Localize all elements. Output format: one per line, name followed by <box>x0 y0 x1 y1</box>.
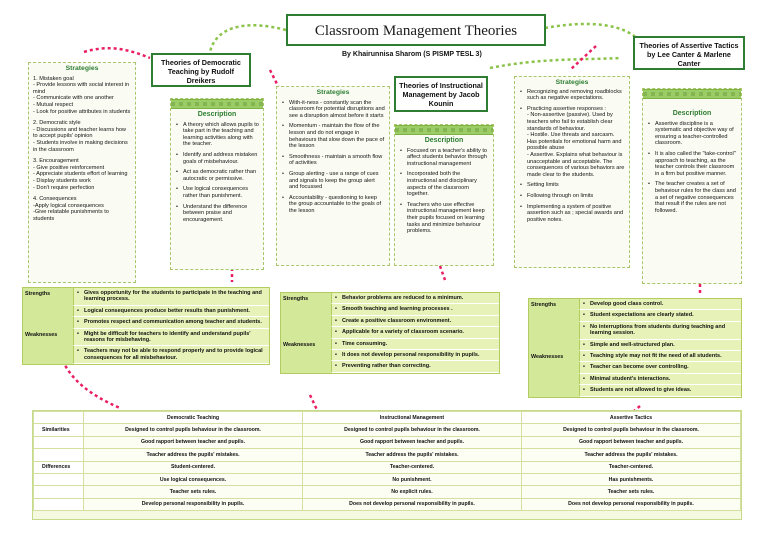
description-item: • Identify and address mistaken goals of misbehaviour. <box>175 152 259 165</box>
table-row <box>34 498 741 510</box>
weakness-item: • Preventing rather than correcting. <box>331 361 499 372</box>
main-title-box <box>286 14 546 46</box>
table-cell: Teacher-centered. <box>522 461 741 473</box>
democratic-description-title: Description <box>197 111 237 118</box>
connector-title-to-democratic <box>210 25 286 52</box>
table-row-label <box>34 473 84 485</box>
instructional-strengths-weaknesses <box>280 292 500 374</box>
democratic-description-bar <box>171 99 263 109</box>
assertive-description-title: Description <box>672 110 712 117</box>
strength-item: • No interruptions from students during teaching and learning session. <box>579 322 741 340</box>
table-cell: Designed to control pupils behaviour in the classroom. <box>522 424 741 436</box>
strategy-item: • Smoothness - maintain a smooth flow of activities <box>281 154 385 167</box>
weakness-item: • Might be difficult for teachers to identify and understand pupils' reasons for misbehaving. <box>73 329 269 347</box>
table-row <box>34 436 741 448</box>
table-cell: Teacher sets rules. <box>522 486 741 498</box>
table-row-label <box>34 486 84 498</box>
connector-instructional-desc-to-strengths <box>440 266 445 280</box>
comparison-table-frame <box>32 410 742 520</box>
table-cell: Designed to control pupils behaviour in the classroom. <box>303 424 522 436</box>
strategy-item: • Setting limits <box>519 182 625 189</box>
description-item: • The teacher creates a set of behaviour rules for the class and a set of negative consequences that result if the rules are not followed. <box>647 181 737 214</box>
assertive-description-list <box>643 121 741 215</box>
instructional-description-list <box>395 148 493 235</box>
instructional-description-panel <box>394 124 494 266</box>
table-row-label: Similarities <box>34 424 84 436</box>
instructional-strategies-panel <box>276 86 390 266</box>
table-cell: Teacher address the pupils' mistakes. <box>522 449 741 461</box>
assertive-strategies-list <box>519 89 625 224</box>
strength-item: • Logical consequences produce better results than punishment. <box>73 306 269 317</box>
weakness-item: • Teacher can become over controlling. <box>579 362 741 373</box>
strategy-item: 4. Consequences -Apply logical consequences -Give relatable punishments to students <box>33 196 109 222</box>
description-item: • Teachers who use effective instructional management keep their pupils focused on learning tasks and minimize behaviour problems. <box>399 202 489 235</box>
table-cell: Develop personal responsibility in pupils. <box>84 498 303 510</box>
table-cell: No explicit rules. <box>303 486 522 498</box>
assertive-strengths-weaknesses <box>528 298 742 398</box>
connector-title-to-assertive <box>545 24 640 42</box>
democratic-strengths-label: Strengths <box>25 291 51 297</box>
table-cell: Student-centered. <box>84 461 303 473</box>
table-cell: Good rapport between teacher and pupils. <box>84 436 303 448</box>
strength-item: • Promotes respect and communication among teacher and students. <box>73 317 269 328</box>
assertive-description-panel <box>642 88 742 284</box>
weakness-item: • It does not develop personal responsibility in pupils. <box>331 350 499 361</box>
instructional-description-bar <box>395 125 493 135</box>
table-cell: Teacher sets rules. <box>84 486 303 498</box>
strength-item: • Create a positive classroom environment. <box>331 316 499 327</box>
table-row-label <box>34 436 84 448</box>
strategy-item: • Following through on limits <box>519 193 625 200</box>
description-item: • A theory which allows pupils to take part in the teaching and learning activities along with the teacher. <box>175 122 259 148</box>
instructional-header: Theories of Instructional Management by Jacob Kounin <box>394 76 488 112</box>
table-row <box>34 461 741 473</box>
table-cell: Does not develop personal responsibility in pupils. <box>522 498 741 510</box>
strategy-item: 1. Mistaken goal - Provide lessons with social interest in mind - Communicate with one another - Mutual respect - Look for positive attributes in students <box>33 75 131 115</box>
democratic-strategies-list <box>33 76 131 223</box>
strength-item: • Applicable for a variety of classroom scenario. <box>331 327 499 338</box>
assertive-strengths-list <box>579 299 741 351</box>
democratic-weaknesses-list <box>73 329 269 365</box>
strategy-item: • Group alerting - use a range of cues and signals to keep the group alert and focussed <box>281 171 385 191</box>
strength-item: • Smooth teaching and learning processes . <box>331 304 499 315</box>
assertive-weaknesses-label: Weaknesses <box>531 354 564 361</box>
democratic-weaknesses-label: Weaknesses <box>25 331 58 338</box>
table-cell: Teacher address the pupils' mistakes. <box>303 449 522 461</box>
description-item: • Assertive discipline is a systematic and objective way of ensuring a teacher-controlled classroom. <box>647 121 737 147</box>
page-title: Classroom Management Theories <box>314 23 518 39</box>
weakness-item: • Students are not allowed to give ideas. <box>579 385 741 396</box>
table-cell: Teacher address the pupils' mistakes. <box>84 449 303 461</box>
strategy-item: • Recognizing and removing roadblocks such as negative expectations. <box>519 89 625 102</box>
instructional-weaknesses-label: Weaknesses <box>283 341 316 348</box>
strategy-item: 2. Democratic style - Discussions and teacher learns how to accept pupils' opinion - Students involve in making decisions in the classroom <box>33 120 128 153</box>
assertive-weaknesses-list <box>579 351 741 397</box>
description-item: • Understand the difference between praise and encouragement. <box>175 204 259 224</box>
democratic-strengths-weaknesses <box>22 287 270 365</box>
connector-democratic-strategies <box>84 48 150 58</box>
table-row <box>34 424 741 436</box>
assertive-description-bar <box>643 89 741 99</box>
table-row <box>34 449 741 461</box>
assertive-strategies-title: Strategies <box>555 79 589 86</box>
strategy-item: 3. Encouragement - Give positive reinforcement - Appreciate students effort of learning - Display students work - Don't require perfection <box>33 158 128 191</box>
weakness-item: • Minimal student's interactions. <box>579 374 741 385</box>
table-column-header: Assertive Tactics <box>522 412 741 424</box>
strategy-item: • Momentum - maintain the flow of the lesson and do not engage in behaviours that slow down the pace of the lesson <box>281 123 385 149</box>
weakness-item: • Time consuming. <box>331 339 499 350</box>
assertive-header: Theories of Assertive Tactics by Lee Canter & Marlene Canter <box>633 36 745 70</box>
table-cell: Use logical consequences. <box>84 473 303 485</box>
table-cell: Teacher-centered. <box>303 461 522 473</box>
strategy-item: • Implementing a system of positive assertion such as ; special awards and positive notes. <box>519 204 625 224</box>
table-corner-cell <box>34 412 84 424</box>
instructional-description-title: Description <box>424 137 464 144</box>
instructional-weaknesses-list <box>331 339 499 373</box>
table-cell: Designed to control pupils behaviour in the classroom. <box>84 424 303 436</box>
description-item: • Incorporated both the instructional and disciplinary aspects of the classroom together. <box>399 171 489 197</box>
table-row-label <box>34 498 84 510</box>
strategy-item: • With-it-ness - constantly scan the classroom for potential disruptions and see a disruption almost before it starts <box>281 100 385 120</box>
assertive-strengths-label: Strengths <box>531 302 557 308</box>
strength-item: • Gives opportunity for the students to participate in the teaching and learning process. <box>73 288 269 306</box>
table-row-label: Differences <box>34 461 84 473</box>
table-row <box>34 486 741 498</box>
table-header-row <box>34 412 741 424</box>
weakness-item: • Teaching style may not fit the need of all students. <box>579 351 741 362</box>
table-cell: Has punishments. <box>522 473 741 485</box>
instructional-strengths-label: Strengths <box>283 296 309 302</box>
democratic-description-panel <box>170 98 264 270</box>
description-item: • It is also called the "take-control" approach to teaching, as the teacher controls their classroom in a firm but positive manner. <box>647 151 737 177</box>
table-column-header: Democratic Teaching <box>84 412 303 424</box>
democratic-header: Theories of Democratic Teaching by Rudolf Dreikers <box>151 53 251 87</box>
strategy-item: • Accountability - questioning to keep the group accountable to the goals of the lesson <box>281 195 385 215</box>
democratic-strengths-list <box>73 288 269 329</box>
instructional-strategies-list <box>281 100 385 215</box>
strength-item: • Simple and well-structured plan. <box>579 340 741 351</box>
strength-item: • Behavior problems are reduced to a minimum. <box>331 293 499 304</box>
table-cell: Good rapport between teacher and pupils. <box>522 436 741 448</box>
strength-item: • Student expectations are clearly stated. <box>579 310 741 321</box>
table-cell: No punishment. <box>303 473 522 485</box>
table-row-label <box>34 449 84 461</box>
democratic-strategies-title: Strategies <box>65 65 99 72</box>
table-cell: Good rapport between teacher and pupils. <box>303 436 522 448</box>
democratic-description-list <box>171 122 263 224</box>
description-item: • Use logical consequences rather than punishment. <box>175 186 259 199</box>
description-item: • Focused on a teacher's ability to affect students behavior through instructional management <box>399 148 489 168</box>
strength-item: • Develop good class control. <box>579 299 741 310</box>
table-column-header: Instructional Management <box>303 412 522 424</box>
assertive-strategies-panel <box>514 76 630 268</box>
comparison-table <box>33 411 741 511</box>
democratic-strategies-panel <box>28 62 136 283</box>
byline: By Khairunnisa Sharom (S PISMP TESL 3) <box>342 51 482 58</box>
strategy-item: • Practicing assertive responses : - Non-assertive (passive). Used by teachers who fail to establish clear standards of behaviour. - Hostile. Use threats and sarcasm. Has potentials for emotional harm and possible abuse - Assertive. Explains what behaviour is unacceptable and acceptable. The consequences of various behaviors are made clear to the students. <box>519 106 625 179</box>
instructional-strategies-title: Strategies <box>316 89 350 96</box>
weakness-item: • Teachers may not be able to respond properly and to provide logical consequences for all misbehaviour. <box>73 346 269 364</box>
table-cell: Does not develop personal responsibility in pupils. <box>303 498 522 510</box>
table-row <box>34 473 741 485</box>
description-item: • Act as democratic rather than autocratic or permissive. <box>175 169 259 182</box>
instructional-strengths-list <box>331 293 499 339</box>
connector-assertive-to-instructional <box>490 58 620 68</box>
